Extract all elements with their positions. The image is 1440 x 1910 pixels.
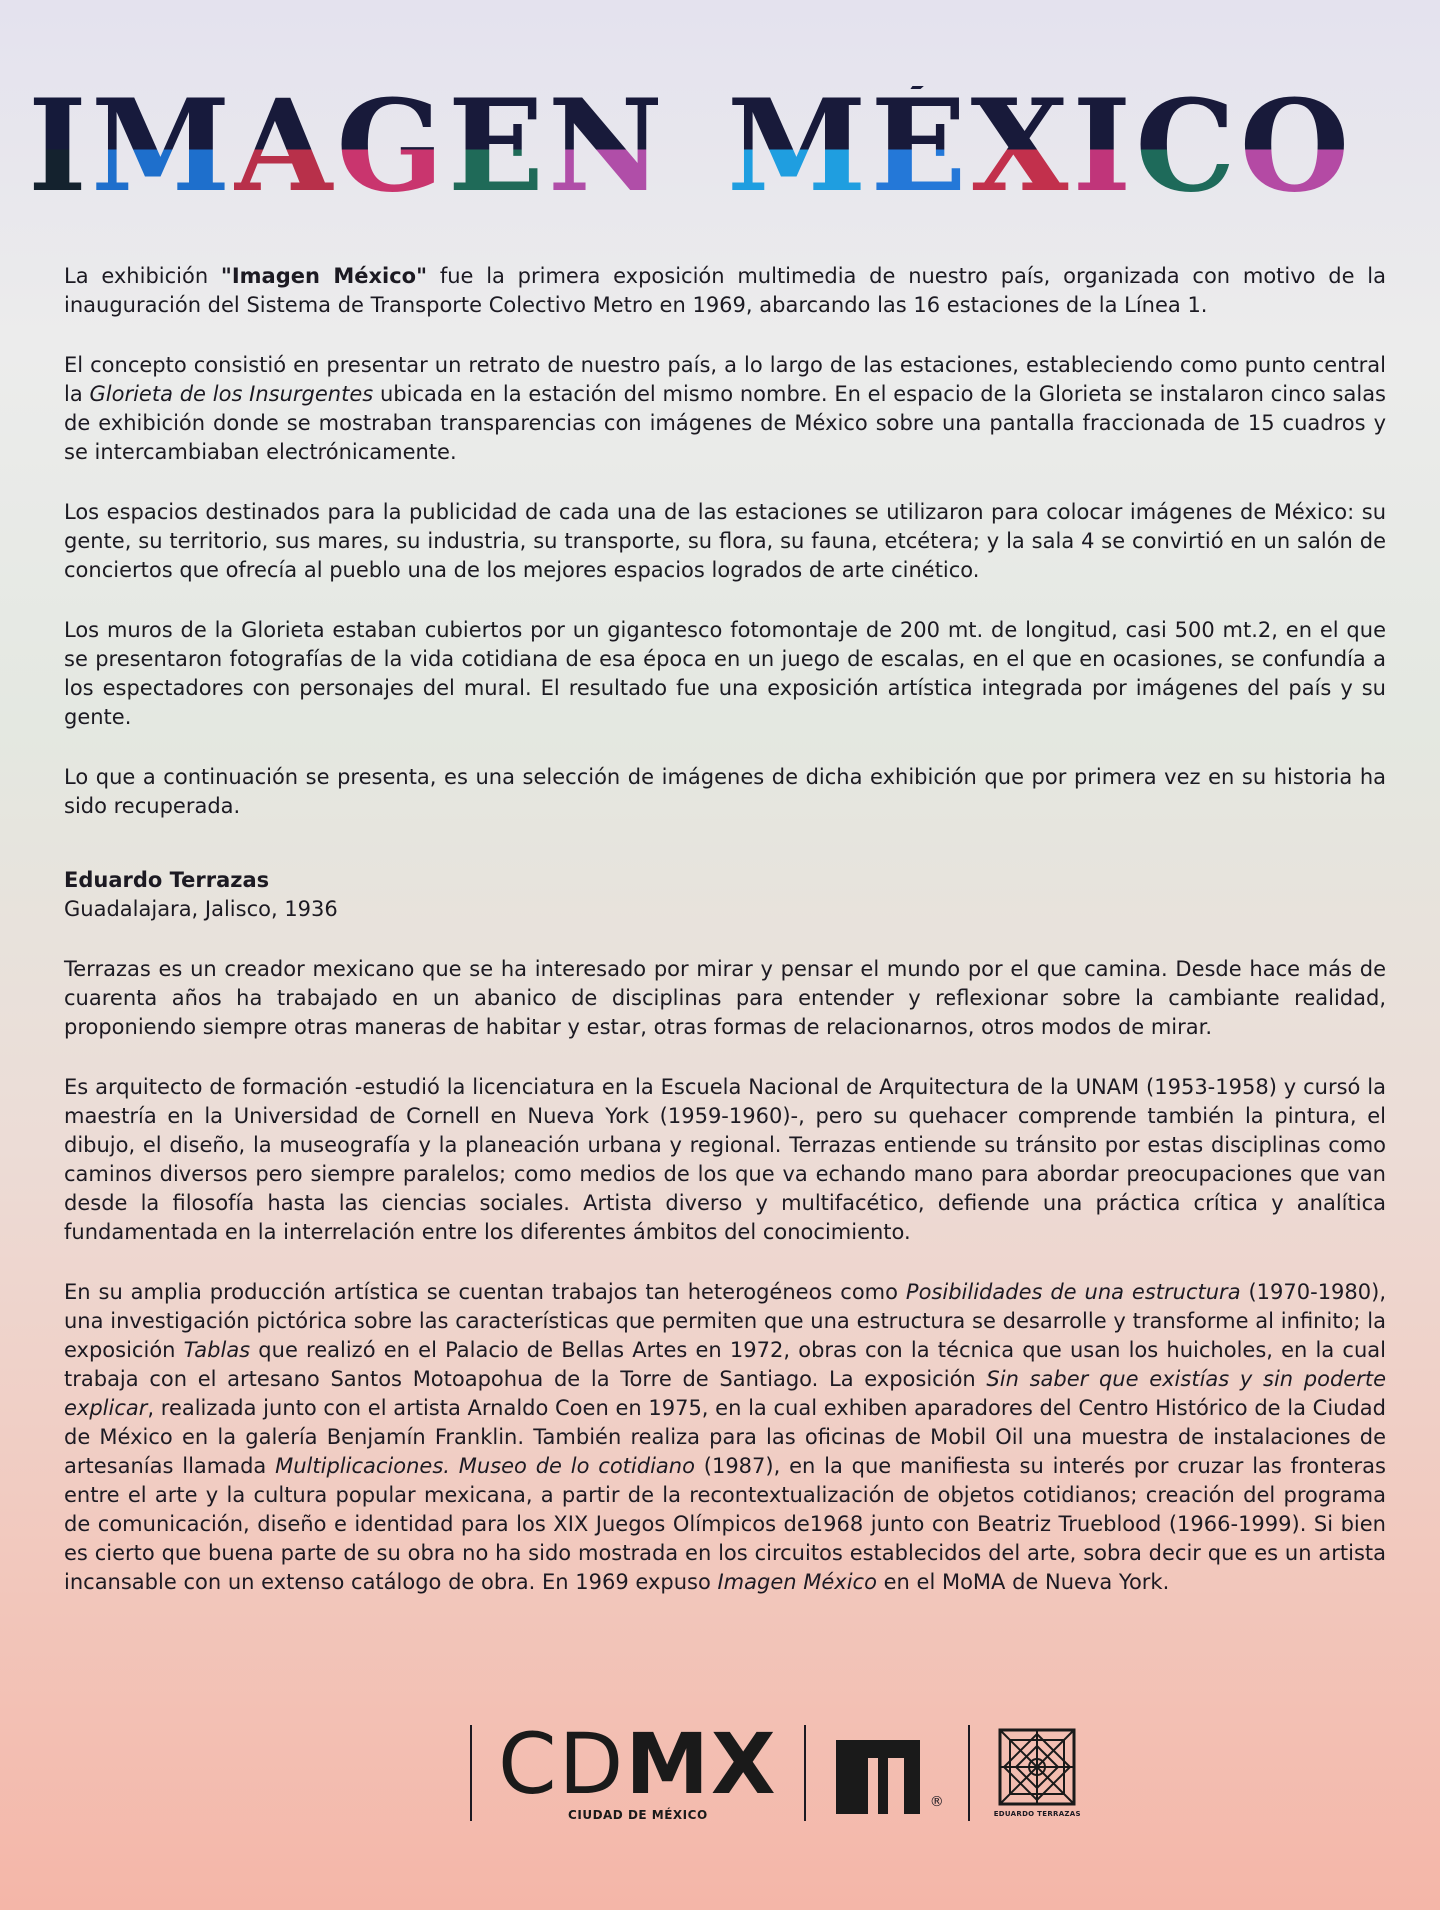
author-origin: Guadalajara, Jalisco, 1936 — [64, 897, 338, 921]
logo-divider — [804, 1725, 806, 1821]
title-letter: A — [234, 72, 337, 220]
intro-paragraph-4: Los muros de la Glorieta estaban cubiertos por un gigantesco fotomontaje de 200 mt. de longitud, casi 500 mt.2, en el que se presentaron fotografías de la vida cotidiana de esa época en un juego de escalas, en el que en ocasiones, se confundía a los espectadores con personajes del mural. El resultado fue una exposición artística integrada por imágenes del país y su gente. — [64, 618, 1386, 729]
bio-paragraph-3 — [64, 1278, 1386, 1597]
cdmx-wordmark-light: CD — [498, 1715, 626, 1813]
intro-paragraph-1 — [64, 262, 1386, 320]
title-word-imagen — [28, 72, 668, 220]
sponsor-logos — [470, 1715, 1120, 1828]
exhibition-name: "Imagen México" — [220, 264, 428, 288]
bio-paragraph-1: Terrazas es un creador mexicano que se ha interesado por mirar y pensar el mundo por el que camina. Desde hace más de cuarenta años ha trabajado en un abanico de disciplinas para entender y reflexionar sobre la cambiante realidad, proponiendo siempre otras maneras de habitar y estar, otras formas de relacionarnos, otros modos de mirar. — [64, 957, 1386, 1039]
author-block — [64, 866, 1386, 924]
text-run: , realizada junto con el artista Arnaldo Coen en 1975, en la cual exhiben aparadores del Centro Histórico de la Ciudad de México en la galería Benjamín Franklin. También realiza para las oficinas de Mobil Oil una muestra de instalaciones de artesanías llamada — [64, 1396, 1386, 1478]
title-letter: N — [547, 72, 668, 220]
metro-logo — [830, 1730, 944, 1816]
cdmx-subtitle: CIUDAD DE MÉXICO — [568, 1808, 708, 1822]
title-letter: O — [1239, 72, 1354, 220]
title-letter: C — [1135, 72, 1240, 220]
cdmx-wordmark-bold: MX — [625, 1715, 778, 1813]
text-run: fue la primera exposición multimedia de nuestro país, organizada con motivo de la inauguración del Sistema de Transporte Colectivo Metro en 1969, abarcando las 16 estaciones de la Línea 1. — [64, 264, 1386, 317]
terrazas-subtitle: EDUARDO TERRAZAS — [993, 1810, 1081, 1818]
title-letter: É — [870, 72, 971, 220]
body-text — [64, 262, 1386, 1628]
registered-mark: ® — [929, 1794, 944, 1810]
text-run: La exhibición — [64, 264, 221, 288]
work-title: Sin saber que existías y sin poderte explicar — [64, 1367, 1387, 1420]
title-letter: I — [1072, 72, 1136, 220]
cdmx-wordmark — [498, 1715, 778, 1813]
place-name: Glorieta de los Insurgentes — [89, 382, 374, 406]
exhibition-title — [28, 72, 1428, 220]
title-letter: M — [90, 72, 235, 220]
text-run: En su amplia producción artística se cuentan trabajos tan heterogéneos como — [64, 1280, 906, 1304]
work-title: Tablas — [183, 1338, 251, 1362]
cdmx-logo — [498, 1715, 778, 1822]
text-run: en el MoMA de Nueva York. — [876, 1570, 1170, 1594]
text-run: (1987), en la que manifiesta su interés por cruzar las fronteras entre el arte y la cultura popular mexicana, a partir de la recontextualización de objetos cotidianos; creación del programa de comunicación, diseño e identidad para los XIX Juegos Olímpicos de1968 junto con Beatriz Trueblood (1966-1999). Si bien es cierto que buena parte de su obra no ha sido mostrada en los circuitos establecidos del arte, sobra decir que es un artista incansable con un extenso catálogo de obra. En 1969 expuso — [64, 1454, 1386, 1594]
terrazas-geometric-icon — [998, 1728, 1076, 1806]
text-run: ubicada en la estación del mismo nombre. En el espacio de la Glorieta se instalaron cinco salas de exhibición donde se mostraban transparencias con imágenes de México sobre una pantalla fraccionada de 15 cuadros y se intercambiaban electrónicamente. — [64, 382, 1387, 464]
logo-divider — [968, 1725, 970, 1821]
bio-paragraph-2: Es arquitecto de formación -estudió la licenciatura en la Escuela Nacional de Arquitectura de la UNAM (1953-1958) y cursó la maestría en la Universidad de Cornell en Nueva York (1959-1960)-, pero su quehacer comprende también la pintura, el dibujo, el diseño, la museografía y la planeación urbana y regional. Terrazas entiende su tránsito por estas disciplinas como caminos diversos pero siempre paralelos; como medios de los que va echando mano para abordar preocupaciones que van desde la filosofía hasta las ciencias sociales. Artista diverso y multifacético, defiende una práctica crítica y analítica fundamentada en la interrelación entre los diferentes ámbitos del conocimiento. — [64, 1075, 1386, 1244]
logo-divider — [470, 1725, 472, 1821]
title-letter: M — [727, 72, 871, 220]
text-run: (1970-1980), una investigación pictórica sobre las características que permiten que una estructura se desarrolle y transforme al infinito; la exposición — [64, 1280, 1387, 1362]
title-letter: G — [336, 72, 448, 220]
metro-logo-icon — [830, 1730, 926, 1816]
intro-paragraph-5: Lo que a continuación se presenta, es una selección de imágenes de dicha exhibición que por primera vez en su historia ha sido recuperada. — [64, 765, 1386, 818]
title-letter: X — [970, 72, 1073, 220]
title-letter: I — [28, 72, 91, 220]
work-title: Posibilidades de una estructura — [905, 1280, 1241, 1304]
text-run: que realizó en el Palacio de Bellas Artes en 1972, obras con la técnica que usan los huicholes, en la cual trabaja con el artesano Santos Motoapohua de la Torre de Santiago. La exposición — [64, 1338, 1386, 1391]
text-run: El concepto consistió en presentar un retrato de nuestro país, a lo largo de las estaciones, estableciendo como punto central la — [64, 353, 1386, 406]
intro-paragraph-2 — [64, 351, 1386, 467]
intro-paragraph-3: Los espacios destinados para la publicidad de cada una de las estaciones se utilizaron para colocar imágenes de México: su gente, su territorio, sus mares, su industria, su transporte, su flora, su fauna, etcétera; y la sala 4 se convirtió en un salón de conciertos que ofrecía al pueblo una de los mejores espacios logrados de arte cinético. — [64, 500, 1386, 582]
work-title: Imagen México — [717, 1570, 877, 1594]
terrazas-logo — [994, 1728, 1081, 1818]
author-name: Eduardo Terrazas — [64, 868, 270, 892]
work-title: Multiplicaciones. Museo de lo cotidiano — [275, 1454, 695, 1478]
title-letter: E — [447, 72, 548, 220]
title-word-mexico — [727, 72, 1354, 220]
